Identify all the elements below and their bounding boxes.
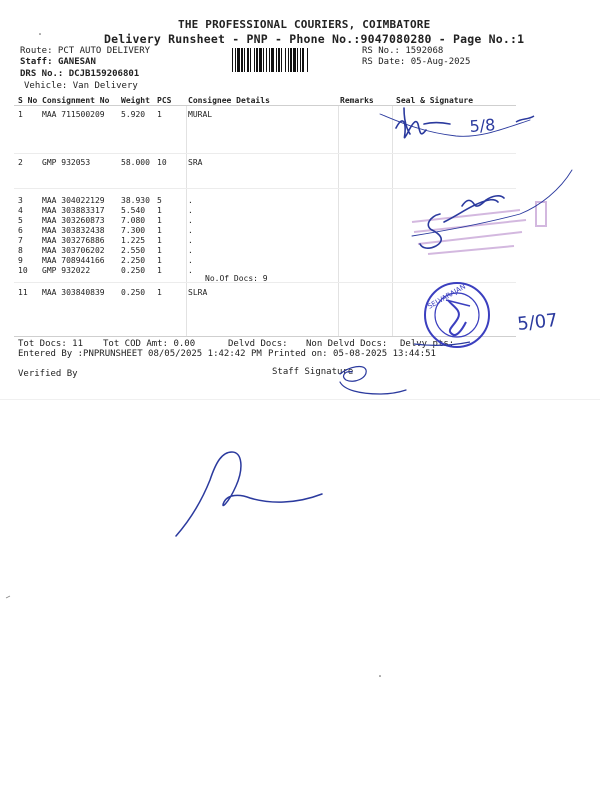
cell-consignee: SRA [188,158,203,167]
staff-row [20,57,96,67]
cell-consignment: MAA 303840839 [42,288,105,297]
col-seal-signature: Seal & Signature [396,96,474,105]
large-signature [176,452,322,536]
faded-stamp [412,202,546,254]
cell-pcs: 1 [157,288,162,297]
cell-consignee: . [188,246,193,255]
cell-consignment: MAA 711500209 [42,110,105,119]
cell-consignee: . [188,226,193,235]
printed-on: Printed on: 05-08-2025 13:44:51 [268,349,436,359]
row-divider [14,153,516,154]
cell-consignee: . [188,266,193,275]
cell-consignee: . [188,236,193,245]
vehicle-label: Vehicle: Van Delivery [24,81,138,91]
paper-speck [379,675,381,677]
cell-weight: 2.550 [121,246,146,255]
cell-consignee: . [188,196,193,205]
cell-sno: 4 [18,206,23,215]
cell-pcs: 1 [157,236,162,245]
cell-consignment: MAA 303260873 [42,216,105,225]
signature-row-1 [380,108,530,138]
total-cod-amount: Tot COD Amt: 0.00 [103,339,196,349]
non-delivered-docs: Non Delvd Docs: [306,339,388,349]
cell-consignment: MAA 708944166 [42,256,105,265]
cell-pcs: 1 [157,216,162,225]
verified-by-label: Verified By [18,369,78,379]
cell-consignee: MURAL [188,110,213,119]
cell-sno: 1 [18,110,23,119]
col-consignment: Consignment No [42,96,110,105]
company-name: THE PROFESSIONAL COURIERS, COIMBATORE [178,18,431,31]
col-pcs: PCS [157,96,172,105]
table-row [18,206,193,216]
rs-date: RS Date: 05-Aug-2025 [362,57,471,67]
table-row [18,288,207,298]
cell-sno: 6 [18,226,23,235]
col-weight: Weight [121,96,150,105]
handwritten-date-1: 5/8 [468,115,496,136]
cell-pcs: 5 [157,196,162,205]
cell-pcs: 1 [157,256,162,265]
date-dash [516,116,534,122]
staff-signature-label: Staff Signature [272,367,354,377]
delivery-points: Delvy pts: [400,339,455,349]
stamp-text: SELVARAJAN [426,282,468,311]
docs-count-note: No.Of Docs: 9 [205,274,268,283]
footer-divider [14,336,516,337]
cell-weight: 7.080 [121,216,146,225]
paper-speck [39,33,41,35]
cell-sno: 11 [18,288,28,297]
route-label: Route: PCT AUTO DELIVERY [20,46,151,56]
cell-consignee: SLRA [188,288,208,297]
cell-consignment: MAA 303276886 [42,236,105,245]
cell-sno: 2 [18,158,23,167]
delivered-docs: Delvd Docs: [228,339,288,349]
cell-consignee: . [188,206,193,215]
cell-consignment: MAA 303883317 [42,206,105,215]
page-edge-line [0,399,600,400]
cell-consignment: GMP 932022 [42,266,91,275]
cell-consignee: . [188,216,193,225]
cell-pcs: 1 [157,246,162,255]
cell-sno: 5 [18,216,23,225]
row-divider [14,188,516,189]
cell-sno: 3 [18,196,23,205]
paper-speck [6,596,10,598]
header-divider [14,105,516,106]
col-remarks: Remarks [340,96,374,105]
signature-row-2 [412,170,572,248]
grouped-rows [18,196,193,276]
table-row [18,256,193,266]
total-docs: Tot Docs: 11 [18,339,84,349]
delivery-stamp [425,283,489,347]
cell-weight: 1.225 [121,236,146,245]
cell-weight: 5.920 [121,110,146,119]
cell-weight: 0.250 [121,266,146,275]
staff-name: GANESAN [57,57,96,67]
table-row [18,216,193,226]
runsheet-subtitle: Delivery Runsheet - PNP - Phone No.:9047080280 - Page No.:1 [104,32,525,46]
table-row [18,110,212,120]
cell-sno: 10 [18,266,28,275]
cell-weight: 5.540 [121,206,146,215]
cell-sno: 8 [18,246,23,255]
column-guide [392,106,393,336]
table-row [18,196,193,206]
cell-consignment: MAA 303832438 [42,226,105,235]
cell-consignee: . [188,256,193,265]
cell-consignment: GMP 932053 [42,158,91,167]
table-row [18,266,193,276]
cell-pcs: 1 [157,226,162,235]
cell-pcs: 1 [157,266,162,275]
table-row [18,246,193,256]
staff-label: Staff: [20,57,53,67]
cell-weight: 38.930 [121,196,150,205]
cell-consignment: MAA 303706202 [42,246,105,255]
col-consignee: Consignee Details [188,96,270,105]
table-row [18,236,193,246]
cell-weight: 0.250 [121,288,146,297]
col-sno: S No [18,96,38,105]
barcode-image [232,48,356,72]
rs-number: RS No.: 1592068 [362,46,444,56]
cell-pcs: 1 [157,206,162,215]
cell-sno: 9 [18,256,23,265]
cell-pcs: 10 [157,158,167,167]
cell-weight: 58.000 [121,158,150,167]
table-row [18,226,193,236]
table-row [18,158,202,168]
cell-consignment: MAA 304022129 [42,196,105,205]
drs-number: DRS No.: DCJB159206801 [20,69,140,79]
column-guide [338,106,339,336]
entered-by: Entered By :PNPRUNSHEET 08/05/2025 1:42:42 PM [18,349,262,359]
cell-pcs: 1 [157,110,162,119]
cell-sno: 7 [18,236,23,245]
cell-weight: 2.250 [121,256,146,265]
handwritten-date-2: 5/07 [516,309,559,335]
cell-weight: 7.300 [121,226,146,235]
